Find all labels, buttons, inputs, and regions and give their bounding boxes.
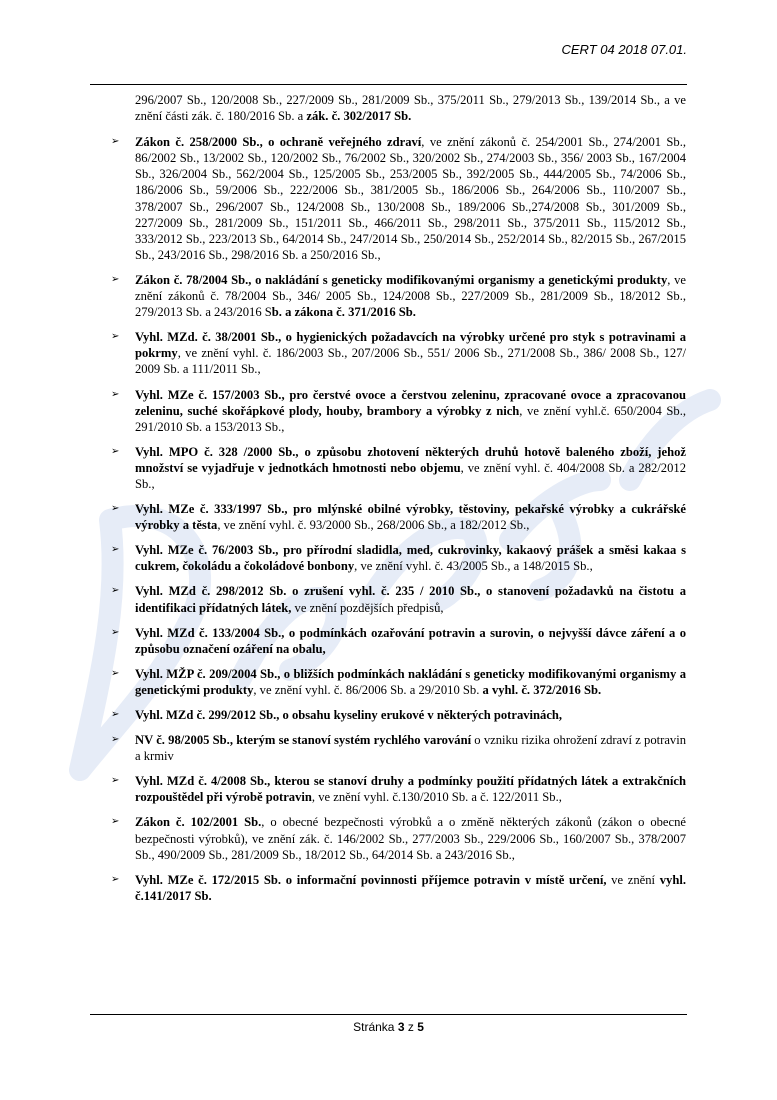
arrow-bullet-icon: ➢ xyxy=(111,503,120,515)
item-title: Vyhl. MZd č. 4/2008 Sb., kterou se stanoví druhy a podmínky použití přídatných látek a extrakčních rozpouštědel při výrobě potravin xyxy=(135,774,686,805)
total-pages: 5 xyxy=(417,1020,424,1034)
list-item xyxy=(111,444,686,492)
continuation-text: 296/2007 Sb., 120/2008 Sb., 227/2009 Sb., 281/2009 Sb., 375/2011 Sb., 279/2013 Sb., 139/2014 Sb., a ve znění části zák. č. 180/2016 Sb. a xyxy=(135,93,686,124)
continuation-bold: zák. č. 302/2017 Sb. xyxy=(306,109,412,124)
item-text: ve znění xyxy=(606,872,660,887)
item-tail: b. a zákona č. 371/2016 Sb. xyxy=(271,305,416,320)
arrow-bullet-icon: ➢ xyxy=(111,709,120,720)
arrow-bullet-icon: ➢ xyxy=(111,734,120,746)
page-footer xyxy=(0,1020,777,1034)
list-item xyxy=(111,773,686,805)
item-title: Vyhl. MZe č. 333/1997 Sb., pro mlýnské obilné výrobky, těstoviny, pekařské výrobky a cukrářské výrobky a těsta xyxy=(135,502,686,533)
item-title: Zákon č. 78/2004 Sb., o nakládání s geneticky modifikovanými organismy a genetickými produkty xyxy=(135,272,668,287)
item-tail: vyhl. č.141/2017 Sb. xyxy=(135,872,686,903)
item-tail: a vyhl. č. 372/2016 Sb. xyxy=(482,682,602,697)
item-text: , o obecné bezpečnosti výrobků a o změně některých zákonů (zákon o obecné bezpečnosti výrobků), ve znění zák. č. 146/2002 Sb., 277/2003 Sb., 229/2006 Sb., 160/2007 Sb., 378/2007 Sb., 490/2009 Sb., 281/2009 Sb., 18/2012 Sb., 64/2014 Sb. a 243/2016 Sb., xyxy=(135,815,686,862)
arrow-bullet-icon: ➢ xyxy=(111,388,120,400)
header-divider xyxy=(90,84,687,85)
arrow-bullet-icon: ➢ xyxy=(111,585,120,597)
item-title: NV č. 98/2005 Sb., kterým se stanoví systém rychlého varování xyxy=(135,733,472,748)
item-title: Vyhl. MPO č. 328 /2000 Sb., o způsobu zhotovení některých druhů hotově baleného zboží, jehož množství se vyjadřuje v jednotkách hmotnosti nebo objemu xyxy=(135,444,686,475)
arrow-bullet-icon: ➢ xyxy=(111,667,120,679)
item-title: Vyhl. MZe č. 157/2003 Sb., pro čerstvé ovoce a čerstvou zeleninu, zpracované ovoce a zpracovanou zeleninu, suché skořápkové plody, houby, brambory a výrobky z nich xyxy=(135,387,686,418)
item-text: ve znění pozdějších předpisů, xyxy=(291,600,444,615)
arrow-bullet-icon: ➢ xyxy=(111,626,120,638)
page-label: Stránka xyxy=(353,1020,398,1034)
current-page: 3 xyxy=(397,1020,405,1034)
list-item xyxy=(111,329,686,377)
item-title: Vyhl. MZd č. 133/2004 Sb., o podmínkách ozařování potravin a surovin, o nejvyšší dávce záření a o způsobu označení ozáření na obalu, xyxy=(135,625,686,656)
list-item xyxy=(111,583,686,615)
item-text: , ve znění zákonů č. 254/2001 Sb., 274/2001 Sb., 86/2002 Sb., 13/2002 Sb., 120/2002 Sb., 76/2002 Sb., 320/2002 Sb., 274/2003 Sb., 356/ 2003 Sb., 167/2004 Sb., 326/2004 Sb., 562/2004 Sb., 125/2005 Sb., 253/2005 Sb., 392/2005 Sb., 444/2005 Sb., 74/2006 Sb., 186/2006 Sb., 59/2006 Sb., 222/2006 Sb., 381/2005 Sb., 186/2006 Sb., 264/2006 Sb., 110/2007 Sb., 378/2007 Sb., 296/2007 Sb., 124/2008 Sb., 130/2008 Sb., 189/2006 Sb.,274/2008 Sb., 301/2009 Sb., 227/2009 Sb., 281/2009 Sb., 151/2011 Sb., 466/2011 Sb., 298/2011 Sb., 375/2011 Sb., 115/2012 Sb., 333/2012 Sb., 223/2013 Sb., 64/2014 Sb., 247/2014 Sb., 250/2014 Sb., 252/2014 Sb., 82/2015 Sb., 267/2015 Sb., 243/2016 Sb., 298/2016 Sb. a 250/2016 Sb., xyxy=(135,135,686,262)
arrow-bullet-icon: ➢ xyxy=(111,331,120,343)
continuation-paragraph xyxy=(111,92,686,124)
item-text: , ve znění vyhl. č. 43/2005 Sb., a 148/2015 Sb., xyxy=(354,559,593,574)
list-item xyxy=(111,542,686,574)
list-item xyxy=(111,666,686,698)
item-text: , ve znění vyhl. č. 404/2008 Sb. a 282/2012 Sb., xyxy=(135,460,686,491)
item-title: Vyhl. MZd č. 299/2012 Sb., o obsahu kyseliny erukové v některých potravinách, xyxy=(135,708,563,722)
item-text: , ve znění vyhl. č. 93/2000 Sb., 268/2006 Sb., a 182/2012 Sb., xyxy=(217,518,530,533)
list-item xyxy=(111,134,686,263)
arrow-bullet-icon: ➢ xyxy=(111,445,120,457)
list-item xyxy=(111,814,686,862)
arrow-bullet-icon: ➢ xyxy=(111,273,120,285)
item-title: Vyhl. MZd. č. 38/2001 Sb., o hygienických požadavcích na výrobky určené pro styk s potravinami a pokrmy xyxy=(135,330,686,361)
arrow-bullet-icon: ➢ xyxy=(111,873,120,885)
page-separator: z xyxy=(404,1020,418,1034)
item-title: Vyhl. MŽP č. 209/2004 Sb., o bližších podmínkách nakládání s geneticky modifikovanými organismy a genetickými produkty xyxy=(135,666,686,697)
item-title: Vyhl. MZe č. 76/2003 Sb., pro přírodní sladidla, med, cukrovinky, kakaový prášek a směsi kakaa s cukrem, čokoládu a čokoládové bonbony xyxy=(135,543,686,574)
list-item xyxy=(111,501,686,533)
page-header: CERT 04 2018 07.01. xyxy=(561,42,687,57)
list-item xyxy=(111,872,686,904)
item-text: , ve znění vyhl. č. 86/2006 Sb. a 29/2010 Sb. xyxy=(253,682,483,697)
list-item xyxy=(111,272,686,320)
list-item xyxy=(111,625,686,657)
arrow-bullet-icon: ➢ xyxy=(111,136,120,148)
item-text: , ve znění vyhl.č. 650/2004 Sb., 291/2010 Sb. a 153/2013 Sb., xyxy=(135,403,686,434)
item-title: Vyhl. MZd č. 298/2012 Sb. o zrušení vyhl. č. 235 / 2010 Sb., o stanovení požadavků na čistotu a identifikaci přídatných látek, xyxy=(135,584,686,615)
item-text: o vzniku rizika ohrožení zdraví z potravin a krmiv xyxy=(135,733,686,764)
item-text: , ve znění vyhl. č.130/2010 Sb. a č. 122/2011 Sb., xyxy=(311,790,562,805)
document-body xyxy=(111,92,686,913)
footer-divider xyxy=(90,1014,687,1015)
arrow-bullet-icon: ➢ xyxy=(111,544,120,556)
item-title: Zákon č. 258/2000 Sb., o ochraně veřejného zdraví xyxy=(135,135,422,150)
list-item xyxy=(111,707,686,723)
item-title: Vyhl. MZe č. 172/2015 Sb. o informační povinnosti příjemce potravin v místě určení, xyxy=(135,872,607,887)
arrow-bullet-icon: ➢ xyxy=(111,775,120,787)
list-item xyxy=(111,387,686,435)
arrow-bullet-icon: ➢ xyxy=(111,816,120,828)
legislation-list xyxy=(111,134,686,904)
list-item xyxy=(111,732,686,764)
item-text: , ve znění zákonů č. 78/2004 Sb., 346/ 2005 Sb., 124/2008 Sb., 227/2009 Sb., 281/2009 Sb., 18/2012 Sb., 279/2013 Sb. a 243/2016 S xyxy=(135,272,686,320)
item-text: , ve znění vyhl. č. 186/2003 Sb., 207/2006 Sb., 551/ 2006 Sb., 271/2008 Sb., 386/ 2008 Sb., 127/ 2009 Sb. a 111/2011 Sb., xyxy=(135,346,686,377)
item-title: Zákon č. 102/2001 Sb. xyxy=(135,815,262,830)
